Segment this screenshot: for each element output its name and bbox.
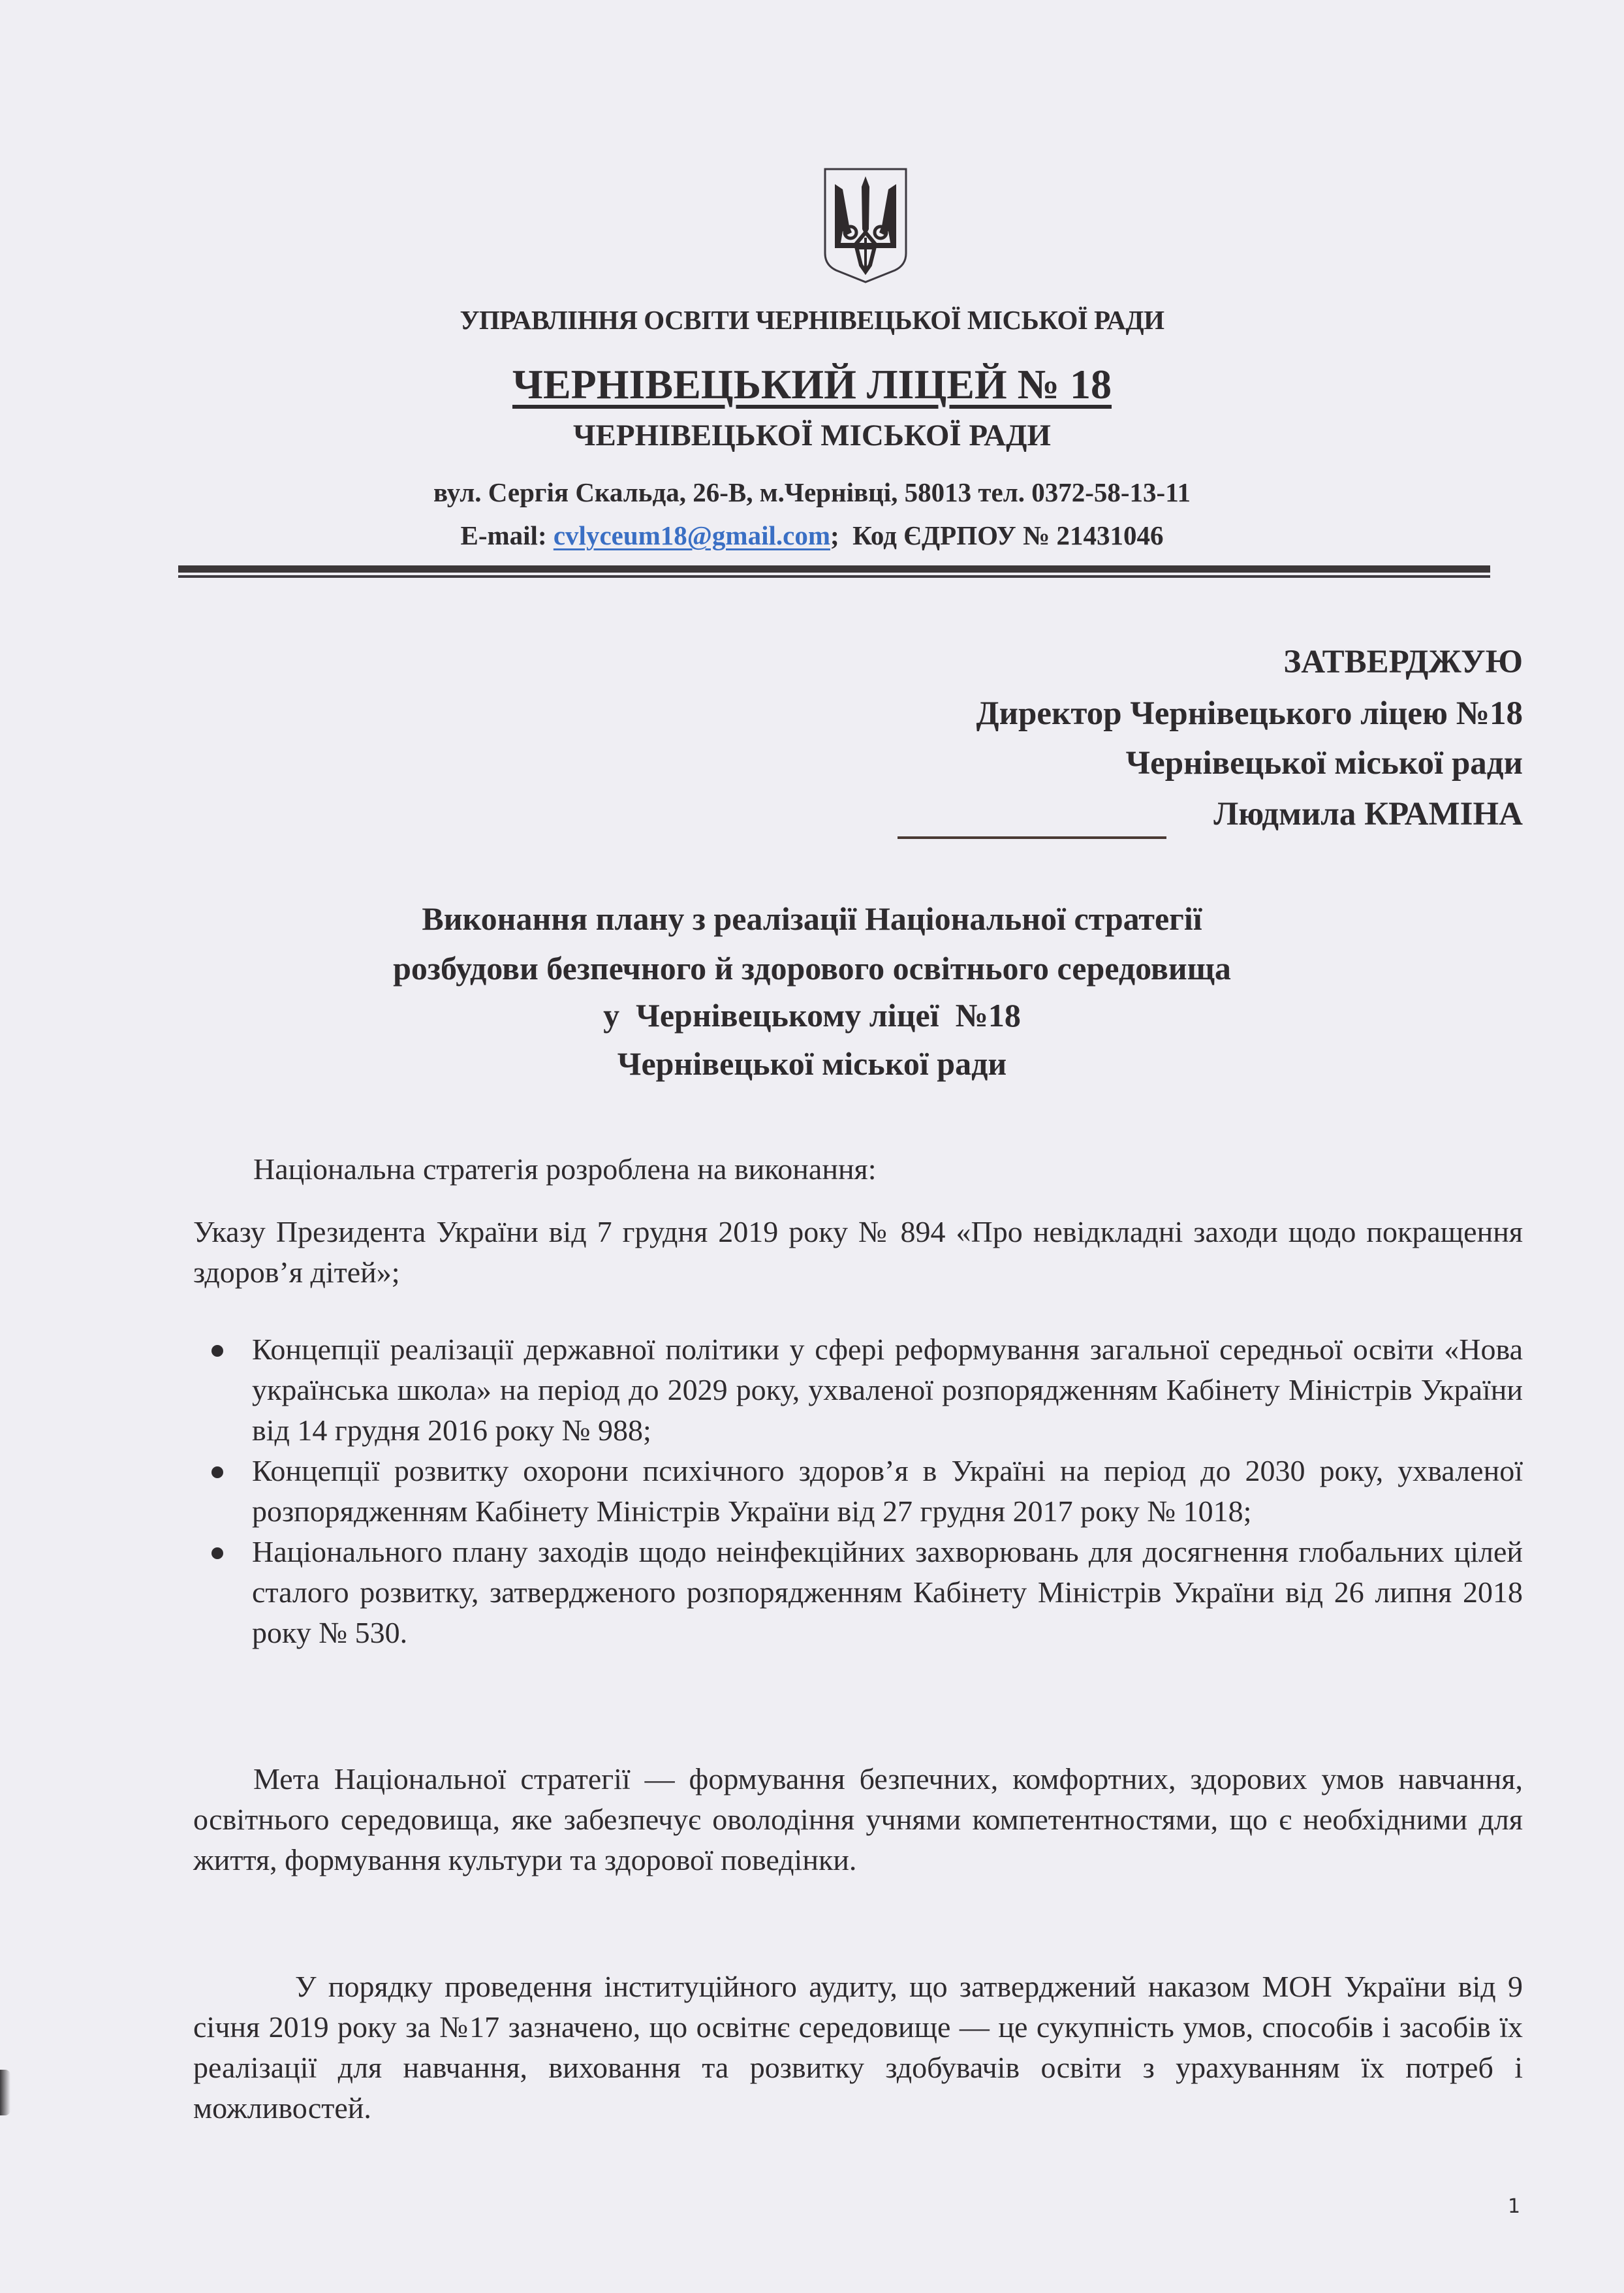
page-number: 1 (1508, 2195, 1521, 2218)
list-item (193, 1329, 1523, 1451)
scan-artifact (0, 2070, 10, 2115)
list-item-text: Концепції реалізації державної політики у сфері реформування загальної середньої освіти «Нова українська школа» на період до 2029 року, ухваленої розпорядженням Кабінету Міністрів України від 14 грудня 2016 року № 988; (252, 1333, 1523, 1447)
contact-line (0, 520, 1624, 551)
document-title-line2: розбудови безпечного й здорового освітнього середовища (393, 950, 1231, 987)
signature-line (898, 836, 1166, 839)
list-item (193, 1451, 1523, 1532)
bullet-icon (211, 1547, 223, 1559)
bullet-icon (211, 1345, 223, 1357)
approval-position-line2: Чернівецької міської ради (1125, 745, 1523, 782)
letterhead-divider-thick (178, 565, 1490, 573)
council-name: ЧЕРНІВЕЦЬКОЇ МІСЬКОЇ РАДИ (573, 419, 1051, 452)
legal-basis-list (193, 1329, 1523, 1653)
email-link[interactable]: cvlyceum18@gmail.com (553, 520, 830, 550)
edrpou-code: Код ЄДРПОУ № 21431046 (852, 520, 1164, 550)
department-name: УПРАВЛІННЯ ОСВІТИ ЧЕРНІВЕЦЬКОЇ МІСЬКОЇ РАДИ (460, 305, 1164, 335)
ukraine-coat-of-arms-icon (823, 167, 908, 283)
email-label: E-mail: (460, 520, 547, 550)
audit-paragraph: У порядку проведення інституційного аудиту, що затверджений наказом МОН України від 9 січня 2019 року за №17 зазначено, що освітнє середовище — це сукупність умов, способів і засобів їх реалізації для навчання, виховання та розвитку здобувачів освіти з урахуванням їх потреб і можливостей. (193, 1970, 1523, 2125)
bullet-icon (211, 1466, 223, 1478)
school-name (0, 360, 1624, 409)
approval-position-line1: Директор Чернівецького ліцею №18 (976, 695, 1523, 732)
goal-paragraph: Мета Національної стратегії — формування безпечних, комфортних, здорових умов навчання, освітнього середовища, яке забезпечує оволодіння учнями компетентностями, що є необхідними для життя, формування культури та здорової поведінки. (193, 1762, 1523, 1876)
list-item (193, 1532, 1523, 1653)
list-item-text: Національного плану заходів щодо неінфекційних захворювань для досягнення глобальних цілей сталого розвитку, затвердженого розпорядженням Кабінету Міністрів України від 26 липня 2018 року № 530. (252, 1535, 1523, 1649)
approval-heading: ЗАТВЕРДЖУЮ (1283, 644, 1523, 680)
document-title-line1: Виконання плану з реалізації Національної стратегії (422, 900, 1202, 937)
address: вул. Сергія Скальда, 26-В, м.Чернівці, 58013 тел. 0372-58-13-11 (433, 477, 1191, 507)
document-title-line4: Чернівецької міської ради (617, 1045, 1007, 1082)
list-item-text: Концепції розвитку охорони психічного здоров’я в Україні на період до 2030 року, ухваленої розпорядженням Кабінету Міністрів України від 27 грудня 2017 року № 1018; (252, 1454, 1523, 1528)
letterhead-divider-thin (178, 575, 1490, 578)
document-title-line3: у Чернівецькому ліцеї №18 (603, 997, 1021, 1034)
approval-signatory: Людмила КРАМІНА (1213, 796, 1523, 832)
school-name-text: ЧЕРНІВЕЦЬКИЙ ЛІЦЕЙ № 18 (512, 361, 1112, 407)
intro-paragraph: Національна стратегія розроблена на виконання: (253, 1152, 877, 1186)
email-separator: ; (830, 520, 839, 550)
decree-paragraph: Указу Президента України від 7 грудня 2019 року № 894 «Про невідкладні заходи щодо покращення здоров’я дітей»; (193, 1215, 1523, 1289)
